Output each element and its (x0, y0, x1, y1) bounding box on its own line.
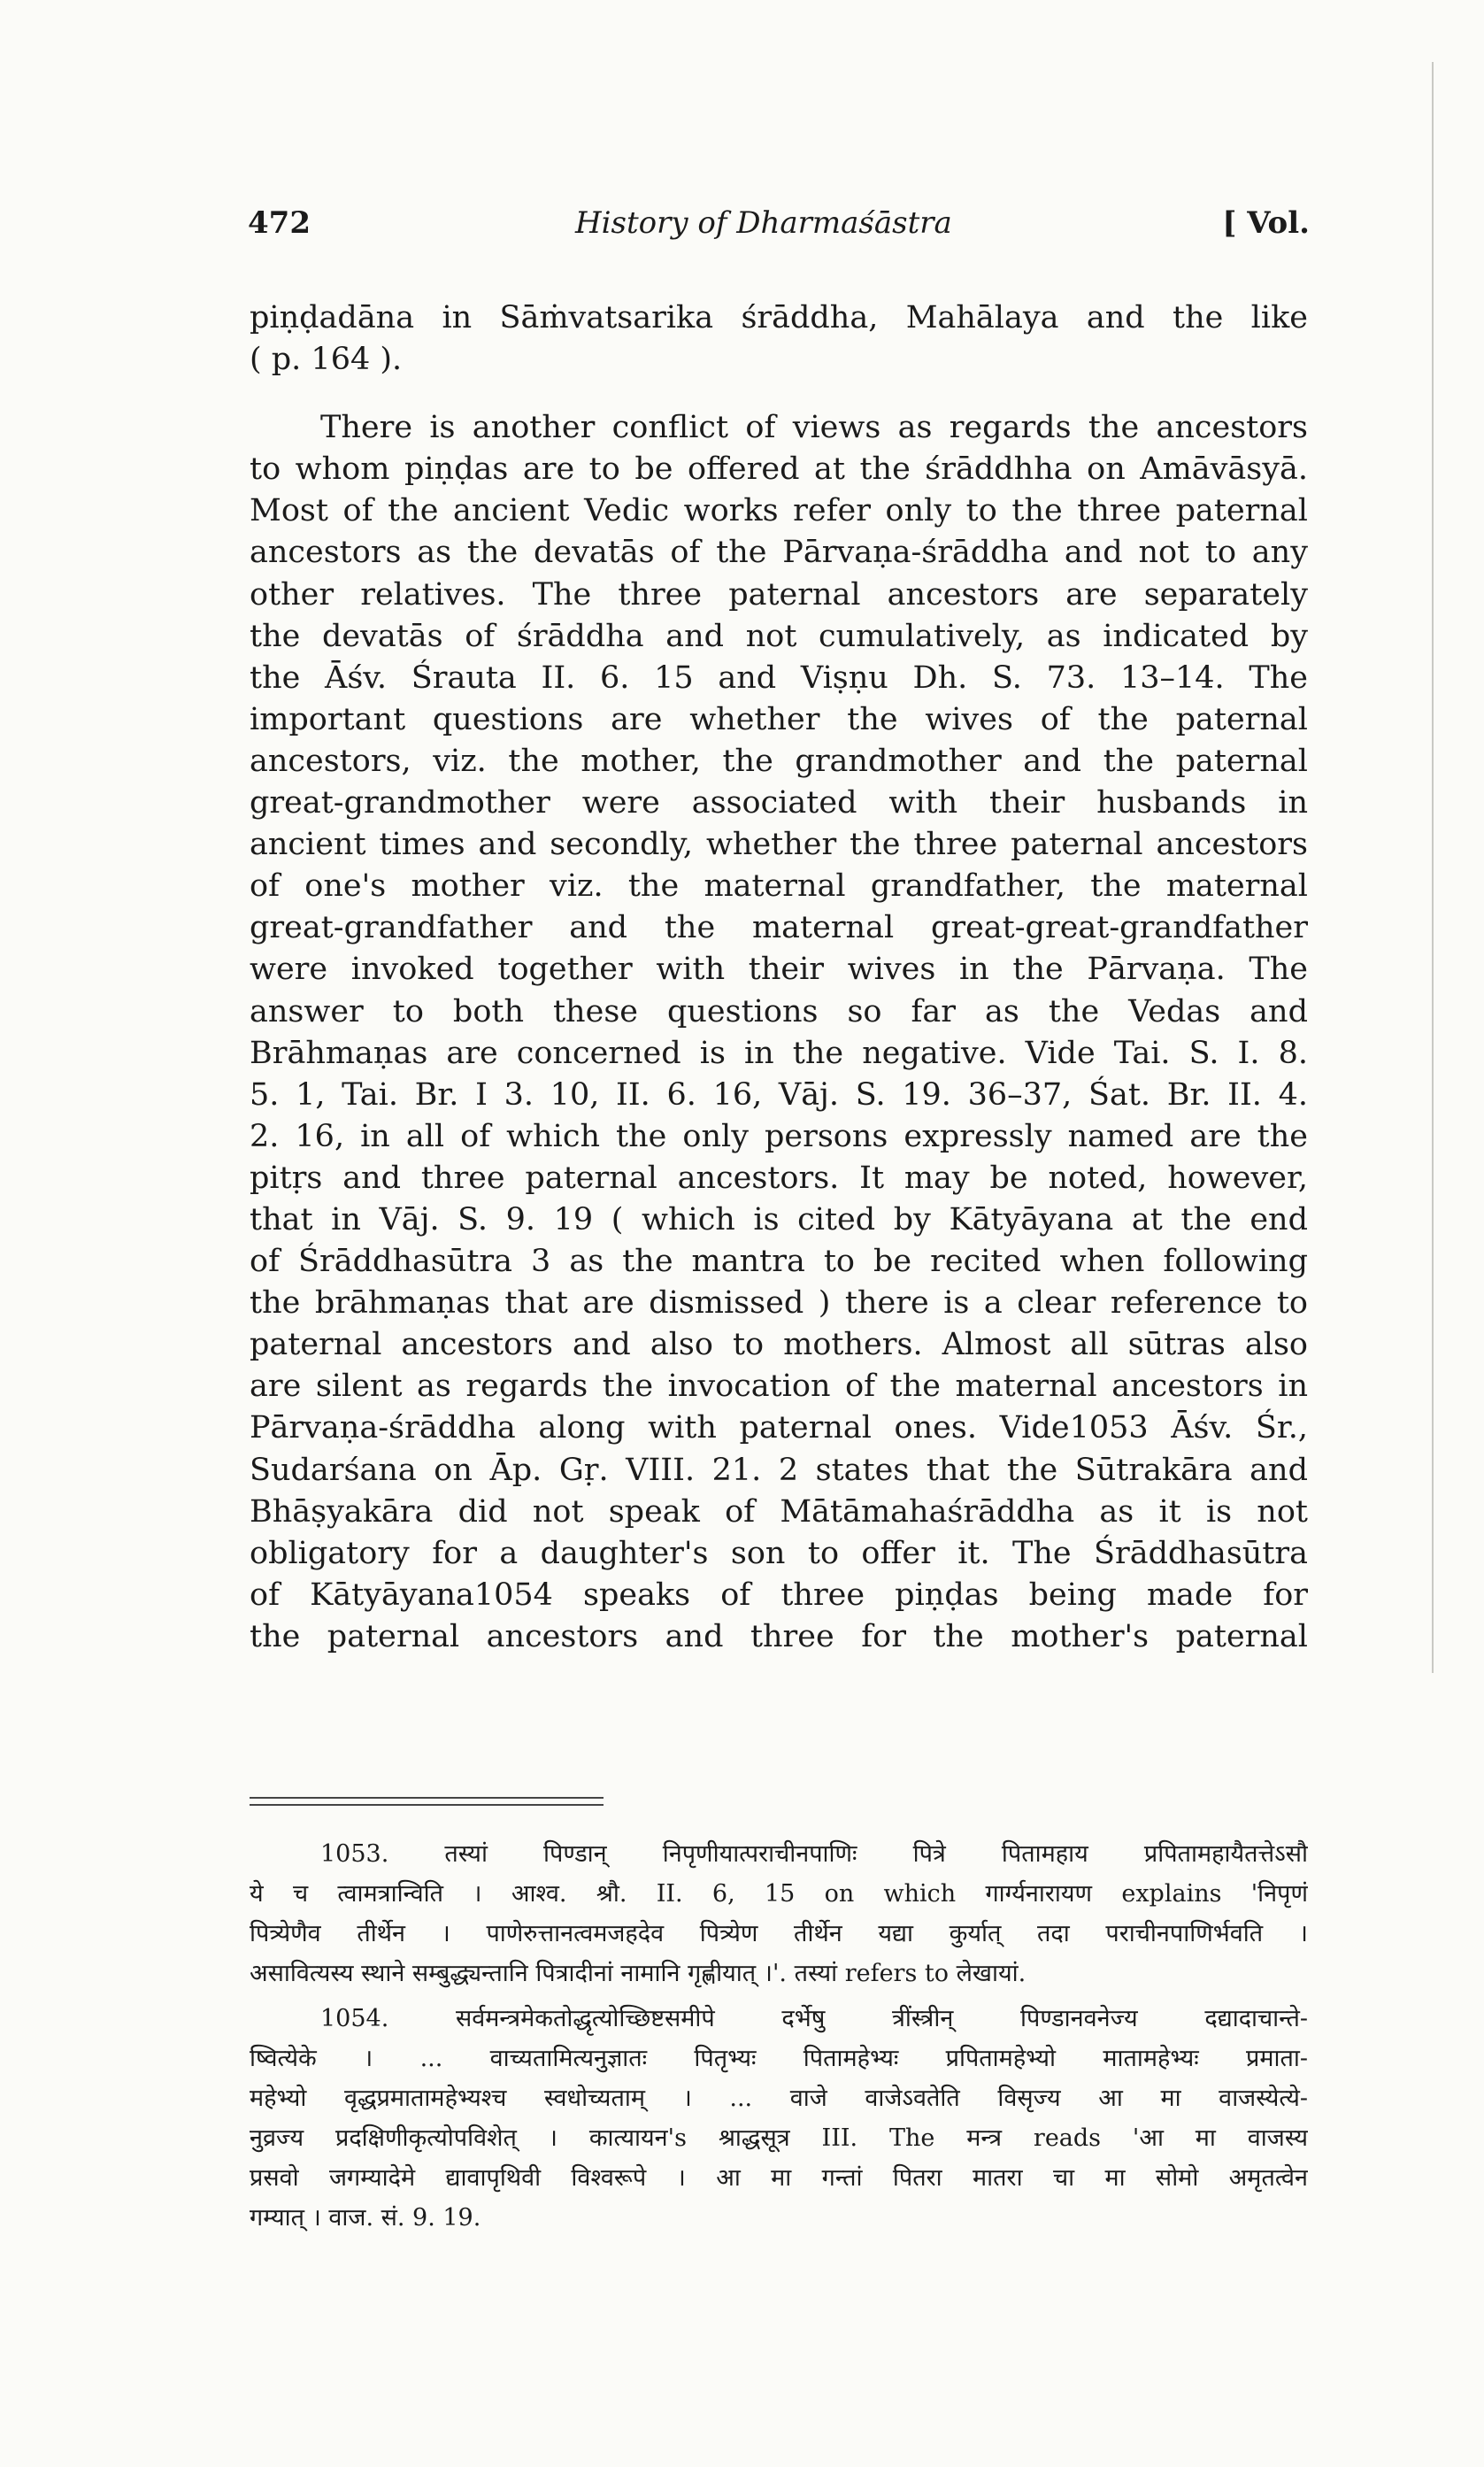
page-edge-line (1432, 62, 1434, 1673)
text-line: obligatory for a daughter's son to offer it. The Śrāddhasūtra (250, 1535, 1308, 1571)
text-line: Most of the ancient Vedic works refer only to the three paternal (250, 493, 1308, 529)
text-line: the devatās of śrāddha and not cumulatively, as indicated by (250, 618, 1308, 654)
footnote-line: ष्वित्येके । ... वाच्यतामित्यनुज्ञातः पितृभ्यः पितामहेभ्यः प्रपितामहेभ्यो मातामहेभ्यः प्रमाता- (250, 2045, 1308, 2072)
text-line: answer to both these questions so far as the Vedas and (250, 993, 1308, 1029)
text-line: important questions are whether the wives of the paternal (250, 701, 1308, 737)
footnote-line: ये च त्वामत्रान्विति । आश्व. श्रौ. II. 6, 15 on which गार्ग्यनारायण explains 'निपृणं (250, 1880, 1308, 1908)
text-line: Bhāṣyakāra did not speak of Mātāmahaśrāddha as it is not (250, 1493, 1308, 1530)
text-line: Pārvaṇa-śrāddha along with paternal ones. Vide1053 Āśv. Śr., (250, 1410, 1308, 1446)
text-line: paternal ancestors and also to mothers. Almost all sūtras also (250, 1327, 1308, 1363)
text-line: are silent as regards the invocation of the maternal ancestors in (250, 1368, 1308, 1405)
text-line: ancient times and secondly, whether the three paternal ancestors (250, 827, 1308, 863)
text-line: of Kātyāyana1054 speaks of three piṇḍas being made for (250, 1577, 1308, 1613)
text-line: piṇḍadāna in Sāṁvatsarika śrāddha, Mahālaya and the like (250, 300, 1308, 335)
footnote-line: असावित्यस्य स्थाने सम्बुद्ध्यन्तानि पित्रादीनां नामानि गृह्णीयात् ।'. तस्यां refers to लेखायां. (250, 1960, 1026, 1987)
text-line: ancestors as the devatās of the Pārvaṇa-śrāddha and not to any (250, 535, 1308, 571)
running-title: History of Dharmaśāstra (575, 205, 952, 241)
text-line: other relatives. The three paternal ancestors are separately (250, 576, 1308, 613)
footnote-separator (250, 1797, 604, 1806)
footnote-line: 1053. तस्यां पिण्डान् निपृणीयात्पराचीनपाणिः पित्रे पितामहाय प्रपितामहायैतत्तेऽसौ (320, 1840, 1308, 1868)
page-header (248, 205, 1310, 258)
footnote-line: पित्र्येणैव तीर्थेन । पाणेरुत्तानत्वमजहदेव पित्र्येण तीर्थेन यद्या कुर्यात् तदा पराचीनपाणिर्भवति । (250, 1920, 1308, 1947)
text-line: ancestors, viz. the mother, the grandmother and the paternal (250, 743, 1308, 779)
text-line: 5. 1, Tai. Br. I 3. 10, II. 6. 16, Vāj. S. 19. 36–37, Śat. Br. II. 4. (250, 1076, 1308, 1113)
footnote-line: महेभ्यो वृद्धप्रमातामहेभ्यश्च स्वधोच्यताम् । ... वाजे वाजेऽवतेति विसृज्य आ मा वाजस्येत्ये- (250, 2085, 1308, 2112)
footnote-line: प्रसवो जगम्यादेमे द्यावापृथिवी विश्वरूपे । आ मा गन्तां पितरा मातरा चा मा सोमो अमृतत्वेन (250, 2164, 1308, 2192)
text-line: There is another conflict of views as regards the ancestors (320, 410, 1308, 446)
text-line: 2. 16, in all of which the only persons expressly named are the (250, 1118, 1308, 1154)
footnote-line: 1054. सर्वमन्त्रमेकतोद्धृत्योच्छिष्टसमीपे दर्भेषु त्रींस्त्रीन् पिण्डानवनेज्य दद्यादाचान्ते- (320, 2005, 1308, 2032)
main-text (250, 297, 1308, 1658)
volume-label: [ Vol. (1222, 205, 1310, 241)
text-line: great-grandfather and the maternal great-great-grandfather (250, 910, 1308, 946)
text-line: that in Vāj. S. 9. 19 ( which is cited by Kātyāyana at the end (250, 1201, 1308, 1237)
text-line: the Āśv. Śrauta II. 6. 15 and Viṣṇu Dh. S. 73. 13–14. The (250, 659, 1308, 696)
footnote-line: नुव्रज्य प्रदक्षिणीकृत्योपविशेत् । कात्यायन's श्राद्धसूत्र III. The मन्त्र reads 'आ मा वाजस्य (250, 2124, 1308, 2152)
text-line: to whom piṇḍas are to be offered at the śrāddhha on Amāvāsyā. (250, 451, 1308, 488)
text-line: the brāhmaṇas that are dismissed ) there is a clear reference to (250, 1285, 1308, 1322)
text-line: great-grandmother were associated with their husbands in (250, 785, 1308, 821)
page-number: 472 (248, 205, 311, 241)
text-line: Brāhmaṇas are concerned is in the negative. Vide Tai. S. I. 8. (250, 1035, 1308, 1071)
text-line: ( p. 164 ). (250, 342, 403, 378)
text-line: were invoked together with their wives in the Pārvaṇa. The (250, 952, 1308, 988)
footnote-line: गम्यात् । वाज. सं. 9. 19. (250, 2204, 481, 2232)
text-line: of one's mother viz. the maternal grandfather, the maternal (250, 868, 1308, 905)
text-line: the paternal ancestors and three for the mother's paternal (250, 1618, 1308, 1654)
footnotes (250, 1834, 1308, 2238)
text-line: pitṛs and three paternal ancestors. It may be noted, however, (250, 1160, 1308, 1196)
text-line: Sudarśana on Āp. Gṛ. VIII. 21. 2 states that the Sūtrakāra and (250, 1452, 1308, 1488)
paragraph-gap (250, 381, 1308, 407)
text-line: of Śrāddhasūtra 3 as the mantra to be recited when following (250, 1244, 1308, 1280)
